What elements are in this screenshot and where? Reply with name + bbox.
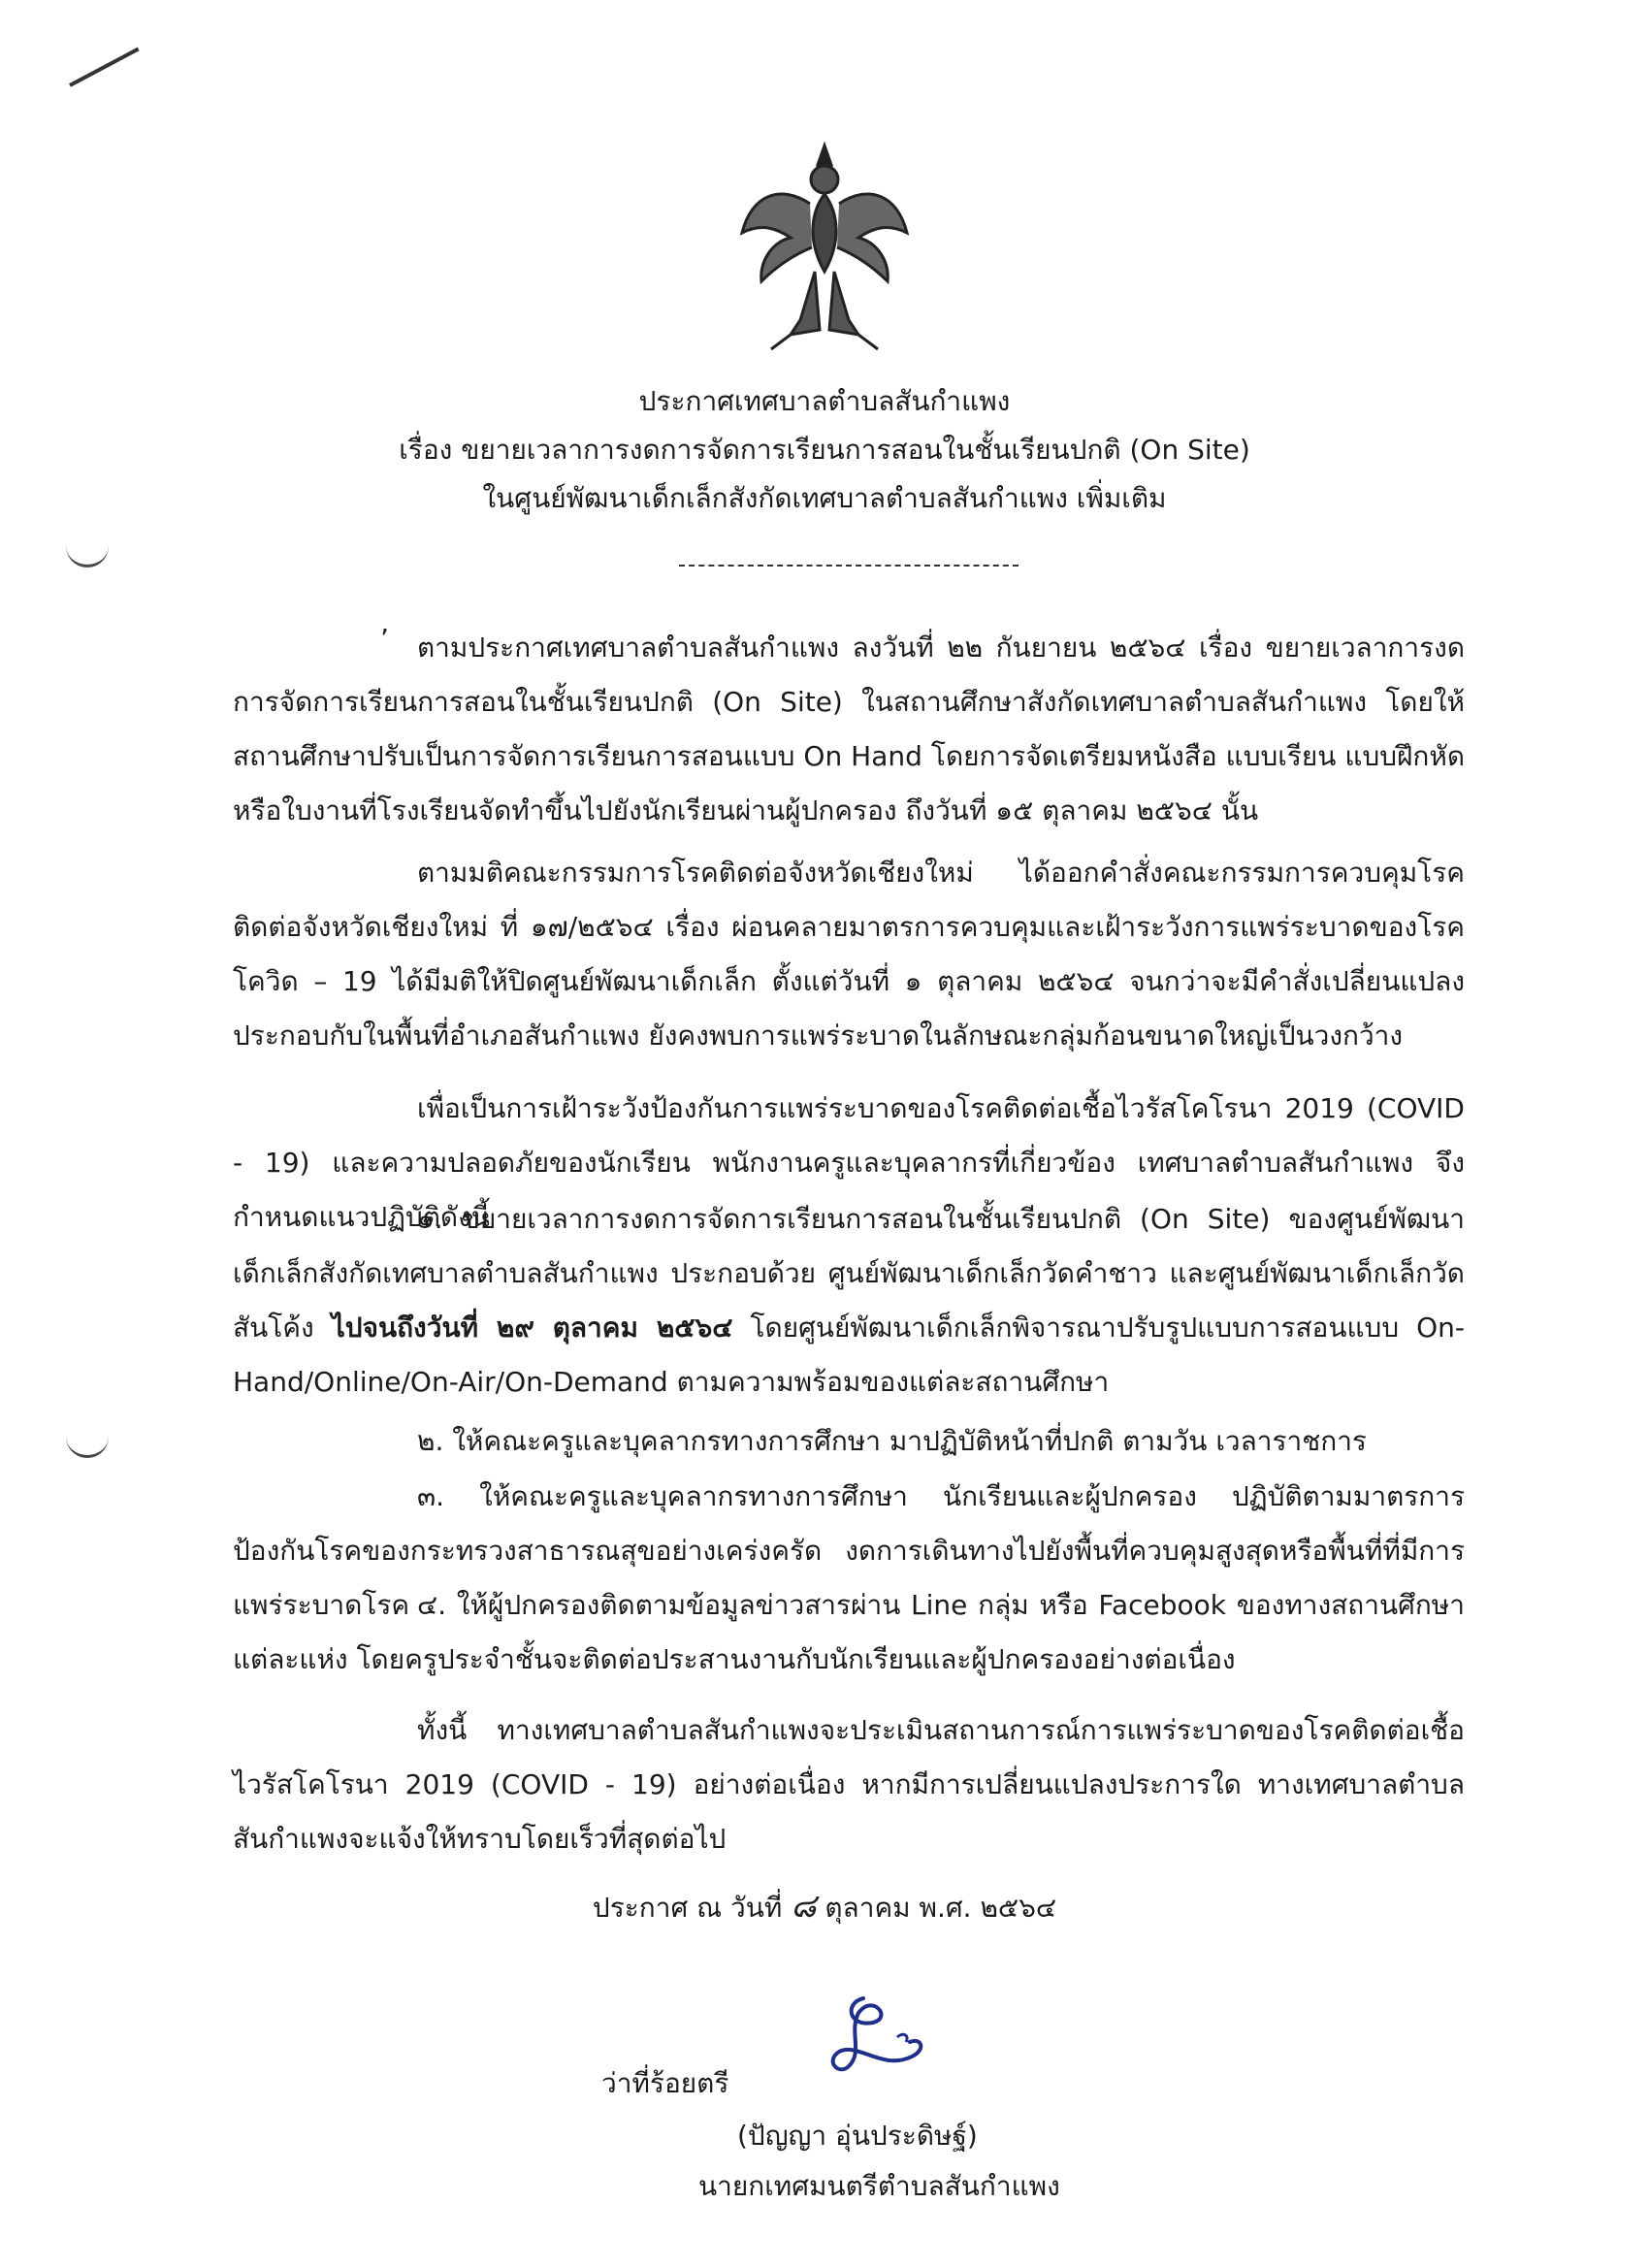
announce-date-line [0, 1879, 1649, 1931]
list-item-4: ๔. ให้ผู้ปกครองติดตามข้อมูลข่าวสารผ่าน Line กลุ่ม หรือ Facebook ของทางสถานศึกษาแต่ละแห่ง โดยครูประจำชั้นจะติดต่อประสานงานกับนักเรียนและผู้ปกครองอย่างต่อเนื่อง [233, 1589, 1465, 1675]
doc-title: ประกาศเทศบาลตำบลสันกำแพง [638, 385, 1011, 417]
signatory-title: นายกเทศมนตรีตำบลสันกำแพง [698, 2170, 1060, 2202]
paragraph-2: ตามมติคณะกรรมการโรคติดต่อจังหวัดเชียงใหม่ ได้ออกคำสั่งคณะกรรมการควบคุมโรคติดต่อจังหวัดเชียงใหม่ ที่ ๑๗/๒๕๖๔ เรื่อง ผ่อนคลายมาตรการควบคุมและเฝ้าระวังการแพร่ระบาดของโรคโควิด – 19 ได้มีมติให้ปิดศูนย์พัฒนาเด็กเล็ก ตั้งแต่วันที่ ๑ ตุลาคม ๒๕๖๔ จนกว่าจะมีคำสั่งเปลี่ยนแปลง ประกอบกับในพื้นที่อำเภอสันกำแพง ยังคงพบการแพร่ระบาดในลักษณะกลุ่มก้อนขนาดใหญ่เป็นวงกว้าง [233, 857, 1465, 1052]
list-item-3: ๓. ให้คณะครูและบุคลากรทางการศึกษา นักเรียนและผู้ปกครอง ปฏิบัติตามมาตรการป้องกันโรคของกระทรวงสาธารณสุขอย่างเคร่งครัด งดการเดินทางไปยังพื้นที่ควบคุมสูงสุดหรือพื้นที่ที่มีการแพร่ระบาดโรค [233, 1480, 1465, 1621]
announce-prefix: ประกาศ ณ วันที่ [592, 1892, 783, 1924]
list-item-2: ๒. ให้คณะครูและบุคลากรทางการศึกษา มาปฏิบัติหน้าที่ปกติ ตามวัน เวลาราชการ [417, 1425, 1367, 1457]
garuda-emblem [732, 126, 917, 359]
list-item-1-text-cont: โดยศูนย์พัฒนาเด็กเล็กพิจารณาปรับรูปแบบการสอนแบบ On-Hand/Online/On-Air/On-Demand ตามความพร้อมของแต่ละสถานศึกษา [233, 1312, 1465, 1398]
stray-mark: ’ [380, 623, 389, 655]
doc-subject-cont: ในศูนย์พัฒนาเด็กเล็กสังกัดเทศบาลตำบลสันกำแพง เพิ่มเติม [482, 482, 1167, 514]
punch-hole-mark [66, 1434, 109, 1458]
pen-stroke-mark [69, 48, 140, 87]
announce-month-year: ตุลาคม พ.ศ. ๒๕๖๔ [824, 1892, 1057, 1924]
punch-hole-mark [66, 543, 109, 567]
paragraph-1: ตามประกาศเทศบาลตำบลสันกำแพง ลงวันที่ ๒๒ กันยายน ๒๕๖๔ เรื่อง ขยายเวลาการงดการจัดการเรียนการสอนในชั้นเรียนปกติ (On Site) ในสถานศึกษาสังกัดเทศบาลตำบลสันกำแพง โดยให้สถานศึกษาปรับเป็นการจัดการเรียนการสอนแบบ On Hand โดยการจัดเตรียมหนังสือ แบบเรียน แบบฝึกหัด หรือใบงานที่โรงเรียนจัดทำขึ้นไปยังนักเรียนผ่านผู้ปกครอง ถึงวันที่ ๑๕ ตุลาคม ๒๕๖๔ นั้น [233, 632, 1465, 826]
paragraph-4: ทั้งนี้ ทางเทศบาลตำบลสันกำแพงจะประเมินสถานการณ์การแพร่ระบาดของโรคติดต่อเชื้อไวรัสโคโรนา 2019 (COVID - 19) อย่างต่อเนื่อง หากมีการเปลี่ยนแปลงประการใด ทางเทศบาลตำบลสันกำแพงจะแจ้งให้ทราบโดยเร็วที่สุดต่อไป [233, 1714, 1465, 1855]
list-item-1 [233, 1192, 1465, 1409]
signatory-rank: ว่าที่ร้อยตรี [601, 2067, 729, 2099]
doc-subject: เรื่อง ขยายเวลาการงดการจัดการเรียนการสอนในชั้นเรียนปกติ (On Site) [399, 434, 1250, 466]
announce-day: ๘ [791, 1887, 817, 1926]
signatory-name: (ปัญญา อุ่นประดิษฐ์) [737, 2120, 978, 2152]
title-divider [679, 565, 1018, 567]
paragraph-3: เพื่อเป็นการเฝ้าระวังป้องกันการแพร่ระบาดของโรคติดต่อเชื้อไวรัสโคโรนา 2019 (COVID - 19) และความปลอดภัยของนักเรียน พนักงานครูและบุคลากรที่เกี่ยวข้อง เทศบาลตำบลสันกำแพง จึงกำหนดแนวปฏิบัติดังนี้ [233, 1092, 1465, 1233]
list-item-1-text: ๑. ขยายเวลาการงดการจัดการเรียนการสอนในชั้นเรียนปกติ (On Site) ของศูนย์พัฒนาเด็กเล็กสังกัดเทศบาลตำบลสันกำแพง ประกอบด้วย ศูนย์พัฒนาเด็กเล็กวัดคำชาว และศูนย์พัฒนาเด็กเล็กวัดสันโค้ง [233, 1203, 1465, 1344]
handwritten-signature [805, 1984, 951, 2090]
list-item-1-deadline: ไปจนถึงวันที่ ๒๙ ตุลาคม ๒๕๖๔ [331, 1312, 733, 1344]
